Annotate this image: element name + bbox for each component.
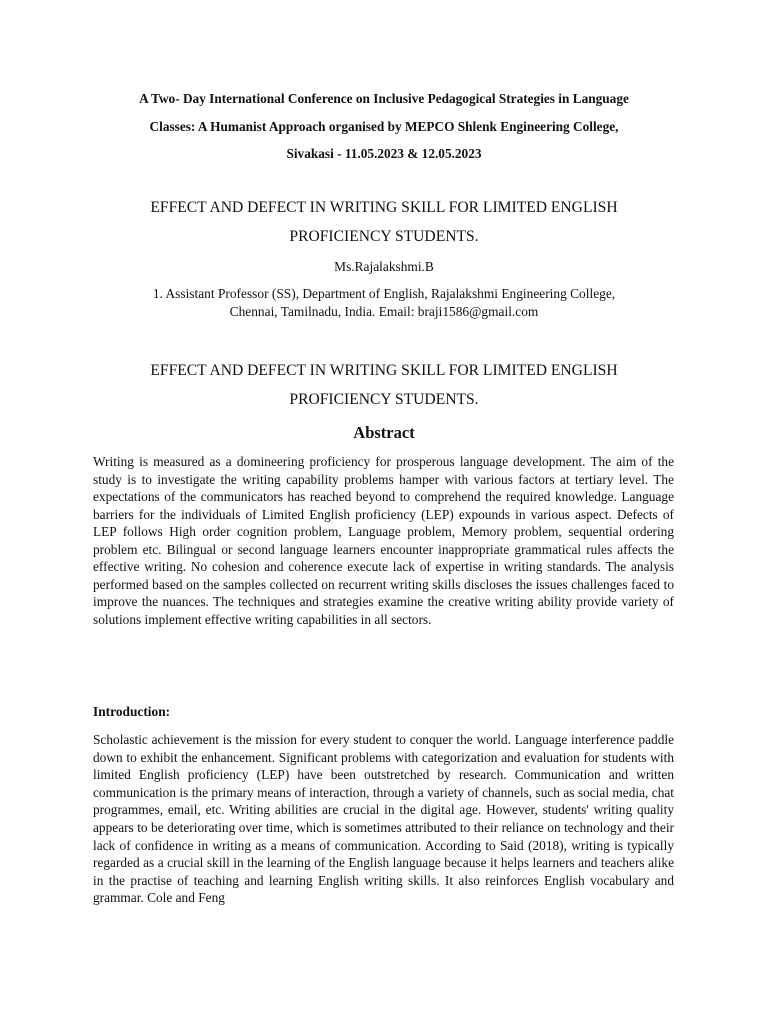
paper-title-line: PROFICIENCY STUDENTS. — [289, 391, 479, 408]
affiliation-line: Chennai, Tamilnadu, India. Email: braji1586@gmail.com — [229, 304, 539, 319]
author-affiliation — [80, 285, 688, 321]
conference-header — [80, 85, 688, 168]
introduction-heading: Introduction: — [93, 704, 171, 719]
abstract-body: Writing is measured as a domineering proficiency for prosperous language development. The aim of the study is to investigate the writing capability problems hamper with various factors at tertiary level. The expectations of the communicators has reached beyond to comprehend the required knowledge. Language barriers for the individuals of Limited English proficiency (LEP) expounds in various aspect. Defects of LEP follows High order cognition problem, Language problem, Memory problem, sequential ordering problem etc. Bilingual or second language learners encounter inappropriate grammatical rules affects the effective writing. No cohesion and coherence execute lack of expertise in writing standards. The analysis performed based on the samples collected on recurrent writing skills discloses the issues challenges faced to improve the nuances. The techniques and strategies examine the creative writing ability provide variety of solutions implement effective writing capabilities in all sectors. — [93, 454, 674, 627]
affiliation-line: 1. Assistant Professor (SS), Department of English, Rajalakshmi Engineering College, — [152, 286, 616, 301]
introduction-body: Scholastic achievement is the mission for every student to conquer the world. Language interference paddle down to exhibit the enhancement. Significant problems with categorization and evaluation for students with limited English proficiency (LEP) have been outstretched by research. Communication and written communication is the primary means of interaction, through a variety of channels, such as social media, chat programmes, email, etc. Writing abilities are crucial in the digital age. However, students' writing quality appears to be deteriorating over time, which is sometimes attributed to their reliance on technology and their lack of confidence in writing as a means of communication. According to Said (2018), writing is typically regarded as a crucial skill in the learning of the English language because it helps learners and teachers alike in the practise of teaching and learning English writing skills. It also reinforces English vocabulary and grammar. Cole and Feng — [93, 732, 674, 906]
paper-title — [70, 193, 698, 251]
conference-header-line: A Two- Day International Conference on Inclusive Pedagogical Strategies in Language — [139, 91, 629, 106]
author-name: Ms.Rajalakshmi.B — [334, 259, 434, 274]
paper-title-line: EFFECT AND DEFECT IN WRITING SKILL FOR LIMITED ENGLISH — [150, 199, 618, 216]
conference-header-line: Classes: A Humanist Approach organised by MEPCO Shlenk Engineering College, — [149, 118, 619, 134]
paper-title-line: EFFECT AND DEFECT IN WRITING SKILL FOR LIMITED ENGLISH — [150, 362, 618, 379]
abstract-heading: Abstract — [353, 423, 415, 442]
paper-title-line: PROFICIENCY STUDENTS. — [289, 228, 479, 245]
conference-header-line: Sivakasi - 11.05.2023 & 12.05.2023 — [286, 146, 482, 161]
paper-title-repeat — [70, 356, 698, 414]
